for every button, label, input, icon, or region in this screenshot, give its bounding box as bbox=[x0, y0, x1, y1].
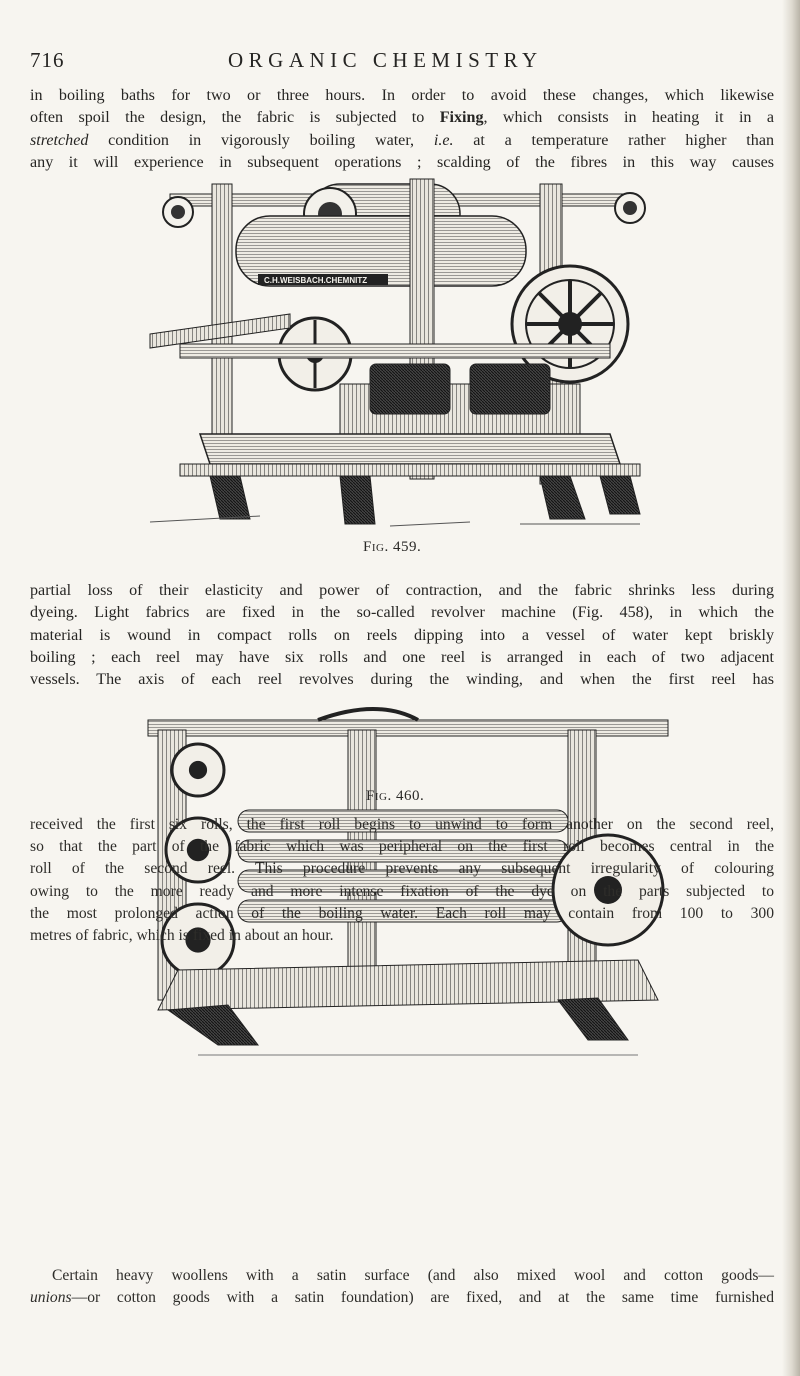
machine-nameplate: C.H.WEISBACH.CHEMNITZ bbox=[264, 276, 368, 285]
text-run: often spoil the design, the fabric is subjected to bbox=[30, 109, 425, 127]
text-run: , which consists in heating it in a bbox=[483, 109, 774, 127]
text-line: Certain heavy woollens with a satin surface (and also mixed wool and cotton goods— bbox=[52, 1267, 774, 1284]
text-line bbox=[30, 107, 774, 129]
gear-hub bbox=[189, 761, 207, 779]
figure-459-caption: Fig. 459. bbox=[363, 539, 422, 555]
text-line: in boiling baths for two or three hours. In order to avoid these changes, which likewise bbox=[30, 87, 774, 104]
text-line: boiling ; each reel may have six rolls and one reel is arranged in each of two adjacent bbox=[30, 648, 774, 666]
base-foot bbox=[168, 1005, 258, 1045]
text-line bbox=[30, 1287, 774, 1309]
page-number: 716 bbox=[30, 48, 65, 72]
text-line: vessels. The axis of each reel revolves during the winding, and when the first reel has bbox=[30, 671, 774, 689]
figure-460-caption: Fig. 460. bbox=[366, 788, 425, 804]
text-run: condition in vigorously boiling water, bbox=[88, 131, 415, 149]
page-edge-shadow bbox=[782, 0, 800, 1376]
paragraph-2 bbox=[30, 580, 774, 691]
text-line bbox=[30, 130, 774, 152]
text-line: owing to the more ready and more intense fixation of the dye on the parts subjected to bbox=[30, 882, 774, 900]
text-line: any it will experience in subsequent operations ; scalding of the fibres in this way causes bbox=[30, 153, 774, 171]
paragraph-4 bbox=[30, 1265, 774, 1309]
paragraph-1 bbox=[30, 85, 774, 174]
ie-abbrev: i.e. bbox=[433, 131, 454, 149]
fixing-term: Fixing bbox=[439, 109, 484, 127]
page-header bbox=[30, 48, 770, 78]
running-title: ORGANIC CHEMISTRY bbox=[228, 48, 543, 72]
stretched-term: stretched bbox=[30, 131, 89, 149]
base-foot bbox=[558, 998, 628, 1040]
fixing-machine-drawing bbox=[140, 164, 660, 534]
text-line: received the first six rolls, the first roll begins to unwind to form another on the second reel, bbox=[30, 816, 774, 833]
text-line: the most prolonged action of the boiling water. Each roll may contain from 100 to 300 bbox=[30, 904, 774, 922]
text-line: metres of fabric, which is fixed in about an hour. bbox=[30, 927, 334, 945]
unions-term: unions bbox=[30, 1289, 72, 1307]
top-arch bbox=[318, 709, 418, 720]
paragraph-3 bbox=[30, 814, 774, 947]
text-run: at a temperature rather higher than bbox=[453, 131, 775, 149]
text-line: material is wound in compact rolls on reels dipping into a vessel of water kept briskly bbox=[30, 626, 774, 644]
figure-459-illustration bbox=[140, 164, 660, 534]
text-run: —or cotton goods with a satin foundation) are fixed, and at the same time furnished bbox=[71, 1289, 774, 1307]
text-line: so that the part of the fabric which was peripheral on the first roll becomes central in the bbox=[30, 838, 774, 856]
text-line: dyeing. Light fabrics are fixed in the so-called revolver machine (Fig. 458), in which the bbox=[30, 604, 774, 622]
text-line: partial loss of their elasticity and power of contraction, and the fabric shrinks less during bbox=[30, 582, 774, 599]
text-line: roll of the second reel. This procedure prevents any subsequent irregularity of colouring bbox=[30, 860, 774, 878]
